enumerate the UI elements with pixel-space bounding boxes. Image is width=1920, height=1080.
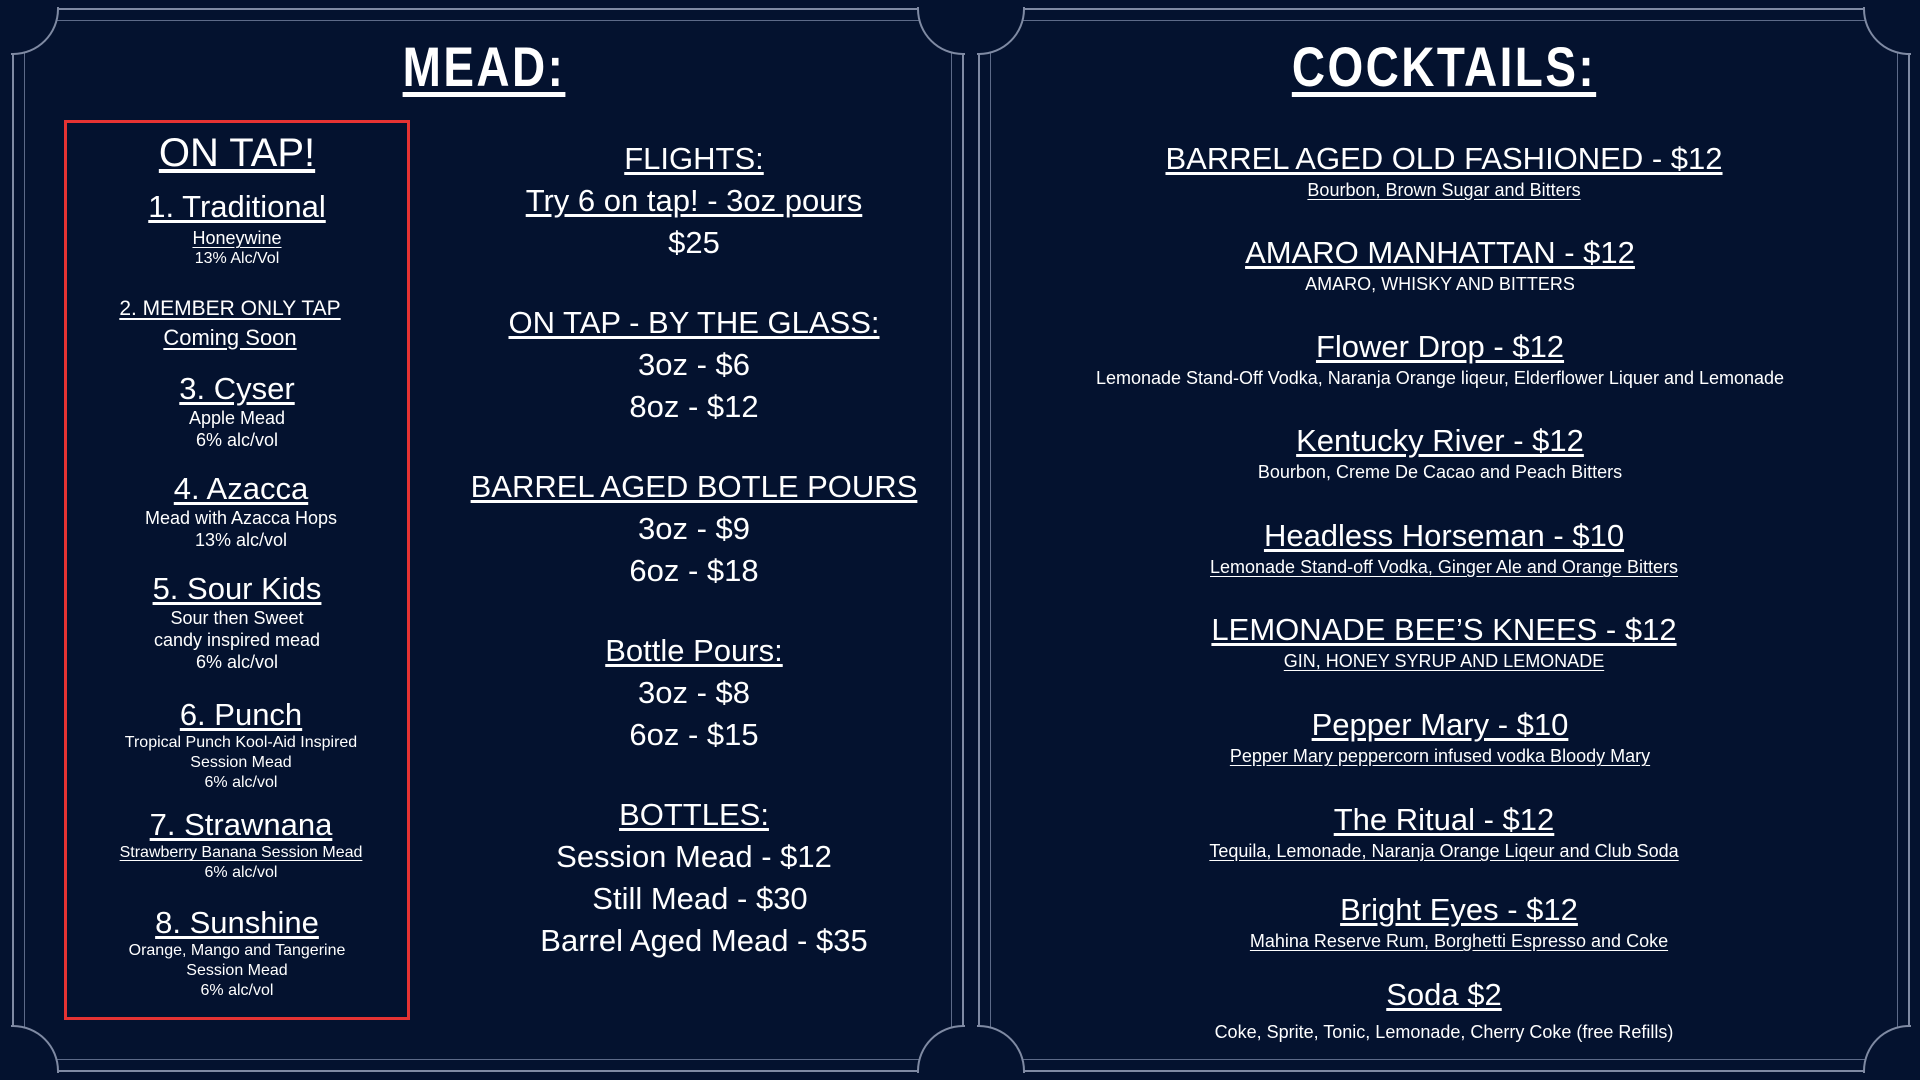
- tap-item-sub: Honeywine: [192, 228, 282, 248]
- bottle-pours-title: Bottle Pours:: [605, 633, 783, 668]
- tap-item-abv: 13% alc/vol: [194, 530, 288, 550]
- cocktail-desc: Mahina Reserve Rum, Borghetti Espresso and Coke: [1249, 931, 1669, 951]
- flights-line: Try 6 on tap! - 3oz pours: [525, 183, 863, 218]
- tap-item-name: 1. Traditional: [148, 189, 326, 224]
- cocktail-desc: Coke, Sprite, Tonic, Lemonade, Cherry Coke (free Refills): [1214, 1022, 1674, 1042]
- tap-item-sub: Tropical Punch Kool-Aid Inspired: [124, 734, 358, 751]
- mead-heading: MEAD:: [402, 35, 566, 98]
- cocktail-name: Soda $2: [1386, 977, 1502, 1012]
- cocktail-desc: Tequila, Lemonade, Naranja Orange Liqeur and Club Soda: [1209, 841, 1679, 861]
- cocktails-panel: [978, 8, 1910, 1072]
- tap-item-name: 6. Punch: [179, 697, 303, 732]
- tap-item-sub: Apple Mead: [188, 408, 286, 428]
- on-tap-title: ON TAP!: [158, 131, 316, 175]
- by-glass-title: ON TAP - BY THE GLASS:: [508, 305, 880, 340]
- cocktail-desc: GIN, HONEY SYRUP AND LEMONADE: [1283, 651, 1605, 671]
- tap-item-abv: 6% alc/vol: [204, 774, 278, 791]
- tap-item-name: 4. Azacca: [173, 471, 309, 506]
- tap-item-name: 8. Sunshine: [155, 905, 319, 940]
- tap-item-abv: 6% alc/vol: [195, 430, 279, 450]
- tap-item-8: [67, 905, 407, 1001]
- tap-item-sub: Orange, Mango and Tangerine: [128, 942, 346, 959]
- tap-item-name: 7. Strawnana: [149, 807, 333, 842]
- tap-item-abv: 6% alc/vol: [200, 982, 274, 999]
- bottles-line: Still Mead - $30: [592, 881, 808, 916]
- cocktail-item: [980, 976, 1908, 1044]
- cocktail-name: LEMONADE BEE’S KNEES - $12: [1211, 612, 1677, 647]
- tap-item-sub2: Session Mead: [186, 962, 288, 979]
- flights-title: FLIGHTS:: [624, 141, 764, 176]
- tap-item-2: [53, 295, 407, 353]
- barrel-line: 3oz - $9: [637, 511, 750, 546]
- tap-item-5: [67, 571, 407, 673]
- bottles-line: Barrel Aged Mead - $35: [540, 923, 868, 958]
- cocktail-desc: Bourbon, Creme De Cacao and Peach Bitters: [1257, 462, 1623, 482]
- cocktail-item: [980, 801, 1908, 863]
- cocktail-desc: Bourbon, Brown Sugar and Bitters: [1307, 180, 1581, 200]
- tap-item-abv: 6% alc/vol: [195, 652, 279, 672]
- cocktail-name: BARREL AGED OLD FASHIONED - $12: [1165, 141, 1723, 176]
- bottles-line: Session Mead - $12: [556, 839, 832, 874]
- cocktail-name: Pepper Mary - $10: [1311, 707, 1569, 742]
- cocktail-item: [972, 706, 1908, 768]
- cocktail-desc: Lemonade Stand-Off Vodka, Naranja Orange liqeur, Elderflower Liquer and Lemonade: [1095, 368, 1785, 388]
- cocktail-name: Kentucky River - $12: [1296, 423, 1584, 458]
- tap-item-name: 2. MEMBER ONLY TAP: [119, 297, 341, 320]
- cocktail-desc: AMARO, WHISKY AND BITTERS: [1305, 274, 1575, 294]
- tap-item-1: [67, 189, 407, 269]
- cocktail-item: [972, 234, 1908, 296]
- mead-panel: [12, 8, 964, 1072]
- tap-item-3: [67, 371, 407, 451]
- tap-item-name: 3. Cyser: [179, 371, 295, 406]
- cocktail-name: Flower Drop - $12: [1315, 329, 1565, 364]
- flights-price: $25: [668, 225, 720, 260]
- barrel-title: BARREL AGED BOTLE POURS: [470, 469, 918, 504]
- tap-item-abv: 13% Alc/Vol: [194, 250, 280, 267]
- on-tap-box: [64, 120, 410, 1020]
- tap-item-6: [75, 697, 407, 793]
- tap-item-sub: Mead with Azacca Hops: [144, 508, 338, 528]
- tap-item-sub: Sour then Sweet: [170, 608, 304, 628]
- cocktail-item: [972, 328, 1908, 390]
- bottle-pours-line: 6oz - $15: [629, 717, 759, 752]
- by-glass-line: 8oz - $12: [629, 389, 759, 424]
- tap-item-sub2: candy inspired mead: [153, 630, 321, 650]
- tap-item-abv: 6% alc/vol: [204, 864, 278, 881]
- tap-item-name: 5. Sour Kids: [152, 571, 322, 606]
- by-glass-line: 3oz - $6: [637, 347, 750, 382]
- cocktail-name: AMARO MANHATTAN - $12: [1245, 235, 1635, 270]
- cocktail-item: [980, 611, 1908, 673]
- cocktail-desc: Lemonade Stand-off Vodka, Ginger Ale and Orange Bitters: [1210, 557, 1678, 577]
- barrel-line: 6oz - $18: [629, 553, 759, 588]
- cocktail-name: Headless Horseman - $10: [1263, 518, 1625, 553]
- cocktail-desc: Pepper Mary peppercorn infused vodka Bloody Mary: [1229, 746, 1651, 766]
- tap-item-sub2: Session Mead: [190, 754, 292, 771]
- cocktail-item: [972, 422, 1908, 484]
- tap-item-7: [75, 807, 407, 883]
- bottle-pours-line: 3oz - $8: [637, 675, 750, 710]
- cocktails-heading: COCKTAILS:: [1291, 35, 1597, 98]
- cocktail-name: Bright Eyes - $12: [1340, 892, 1578, 927]
- cocktail-item: [980, 517, 1908, 579]
- tap-item-4: [75, 471, 407, 551]
- cocktail-name: The Ritual - $12: [1333, 802, 1555, 837]
- bottles-title: BOTTLES:: [619, 797, 769, 832]
- cocktail-item: [980, 140, 1908, 202]
- tap-item-sub: Strawberry Banana Session Mead: [119, 844, 363, 861]
- cocktail-item: [1010, 891, 1908, 953]
- tap-item-sub: Coming Soon: [163, 325, 297, 350]
